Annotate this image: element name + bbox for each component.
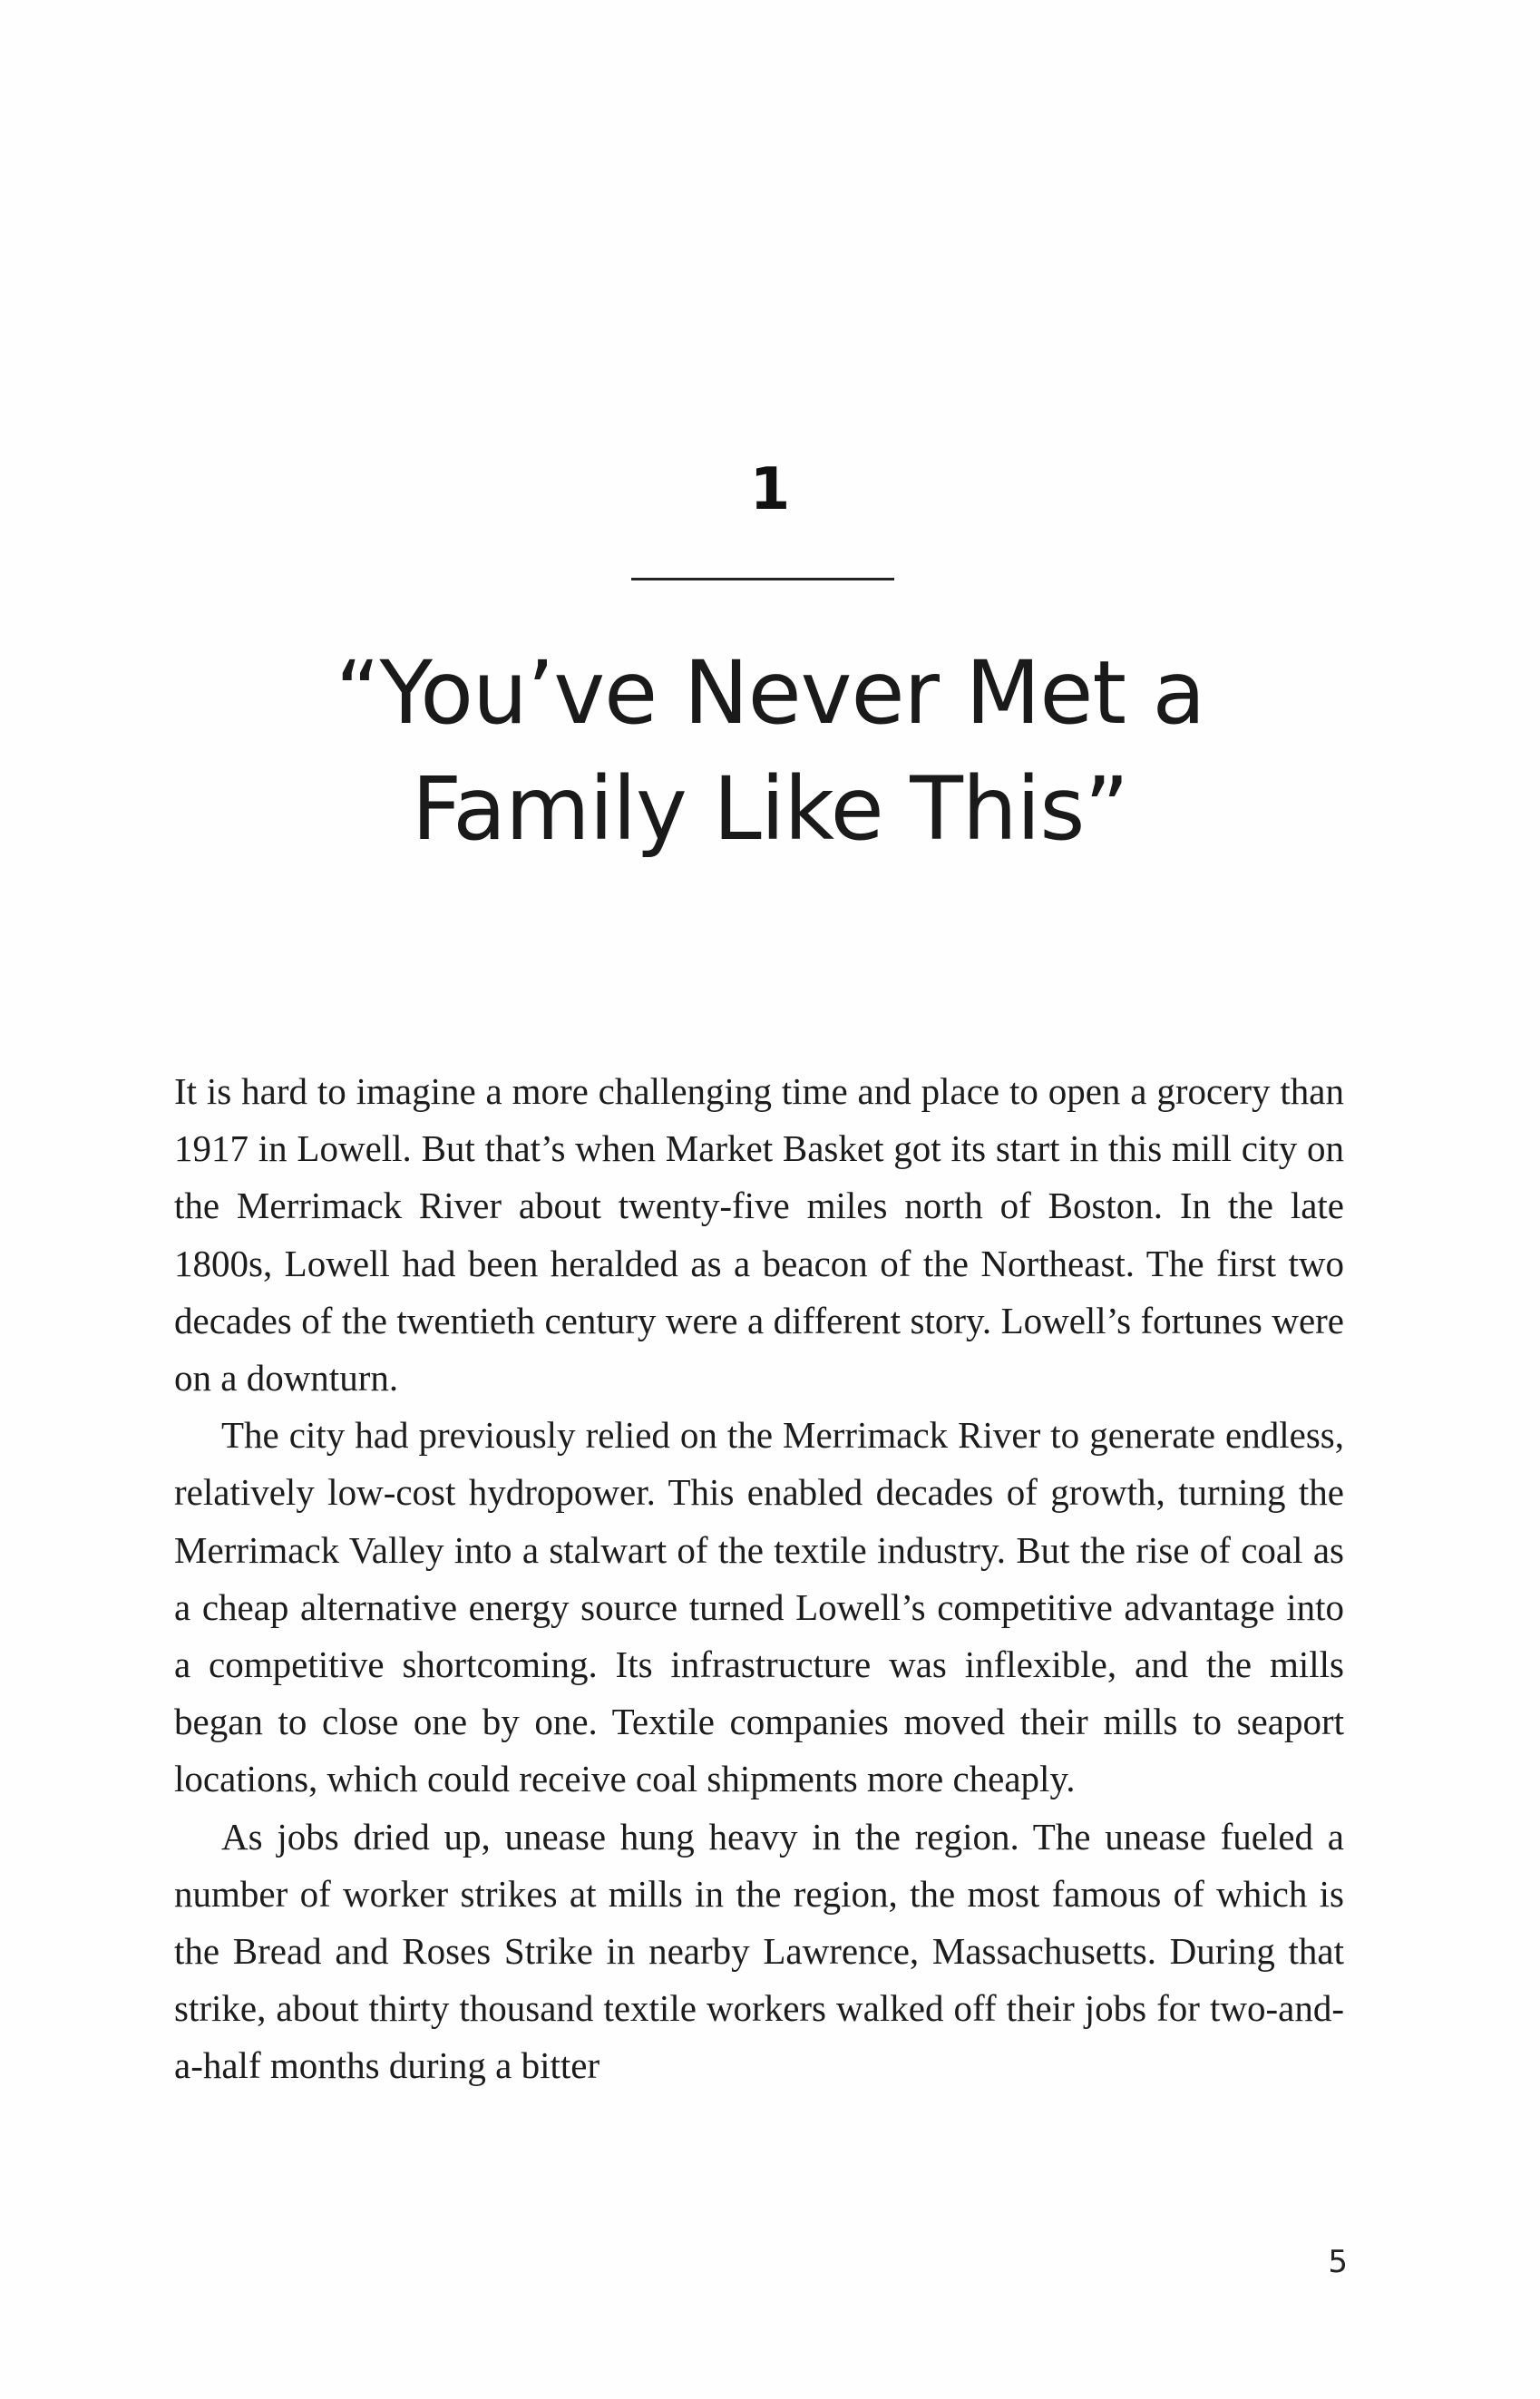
chapter-divider (631, 578, 894, 580)
chapter-title-line-1: “You’ve Never Met a (335, 642, 1205, 744)
chapter-body (174, 1063, 1344, 2095)
chapter-title-line-2: Family Like This” (411, 758, 1129, 860)
paragraph-1: It is hard to imagine a more challenging time and place to open a grocery than 1917 in Lowell. But that’s when Market Basket got its start in this mill city on the Merrimack River about twenty-five miles north of Boston. In the late 1800s, Lowell had been heralded as a beacon of the Northeast. The first two decades of the twentieth century were a different story. Lowell’s fortunes were on a downturn. (174, 1070, 1344, 1399)
paragraph-2: The city had previously relied on the Merrimack River to generate endless, relatively low-cost hydropower. This enabled decades of growth, turning the Merrimack Valley into a stalwart of the textile industry. But the rise of coal as a cheap alternative energy source turned Lowell’s competitive advantage into a competitive shortcoming. Its infrastructure was inflexible, and the mills began to close one by one. Textile companies moved their mills to seaport locations, which could receive coal shipments more cheaply. (174, 1414, 1344, 1800)
chapter-title (0, 635, 1540, 867)
chapter-number: 1 (749, 456, 791, 523)
paragraph-3: As jobs dried up, unease hung heavy in the region. The unease fueled a number of worker strikes at mills in the region, the most famous of which is the Bread and Roses Strike in nearby Lawrence, Massachusetts. During that strike, about thirty thousand textile workers walked off their jobs for two-and-a-half months during a bitter (174, 1815, 1344, 2087)
page-number: 5 (1328, 2244, 1348, 2280)
